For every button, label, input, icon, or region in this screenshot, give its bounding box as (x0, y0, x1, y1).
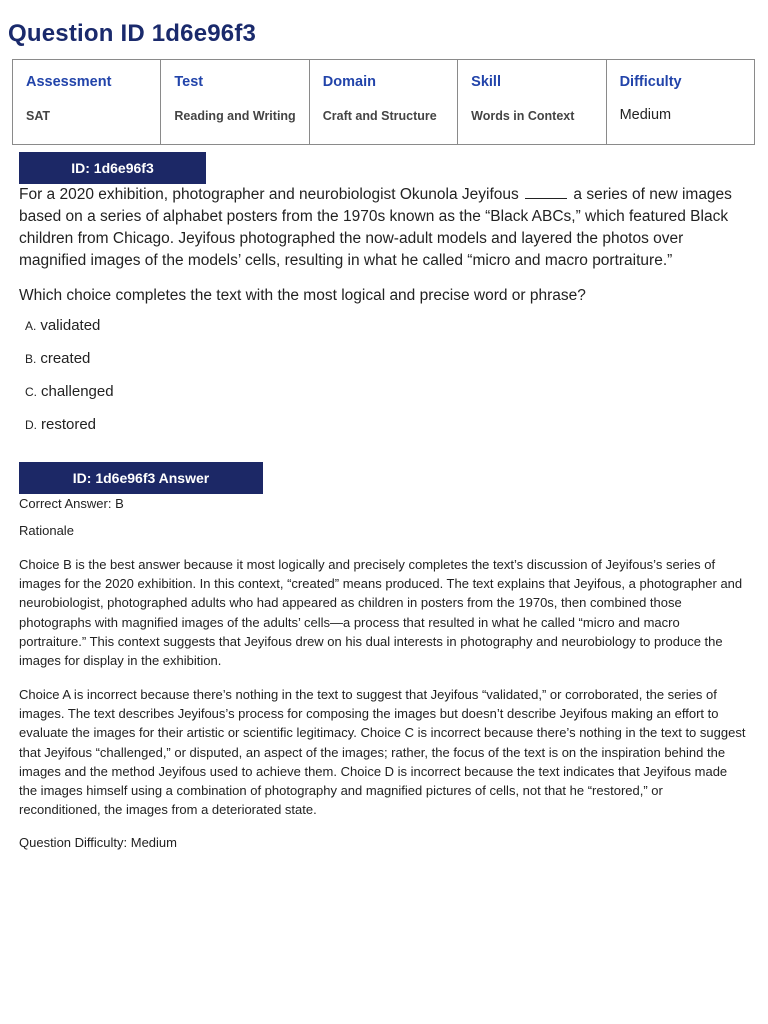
choice-d-text: restored (41, 416, 97, 433)
choice-a[interactable] (25, 317, 100, 334)
meta-cell-domain (309, 60, 457, 145)
meta-value-assessment: SAT (26, 109, 51, 123)
meta-cell-difficulty (606, 60, 754, 145)
choice-d-letter: D. (25, 418, 37, 432)
meta-cell-skill (458, 60, 606, 145)
passage-text-before-blank: For a 2020 exhibition, photographer and neurobiologist Okunola Jeyifous (19, 186, 519, 203)
meta-header-assessment: Assessment (26, 74, 112, 90)
page-title: Question ID 1d6e96f3 (8, 20, 257, 47)
choice-a-text: validated (40, 317, 101, 334)
choice-b-text: created (40, 350, 91, 367)
question-passage (19, 184, 749, 272)
correct-answer: Correct Answer: B (19, 496, 124, 511)
meta-cell-assessment (13, 60, 161, 145)
rationale-paragraph-2: Choice A is incorrect because there’s nothing in the text to suggest that Jeyifous “validated,” or corroborated, the series of images. The text describes Jeyifous’s process for composing the images but doesn’t describe Jeyifous making an effort to evaluate the images for their artistic or scientific legitimacy. Choice C is incorrect because there’s nothing in the text to suggest that Jeyifous “challenged,” or disputed, an aspect of the images; rather, the focus of the text is on the inspiration behind the images and the method Jeyifous used to achieve them. Choice D is incorrect because the text indicates that Jeyifous made the images himself using a combination of photography and magnified pictures of cells, not that he “restored,” or reconditioned, the images from a deteriorated state. (19, 687, 746, 818)
question-difficulty: Question Difficulty: Medium (19, 835, 177, 850)
meta-header-domain: Domain (322, 74, 376, 90)
meta-header-test: Test (174, 74, 204, 90)
choice-b[interactable] (25, 350, 90, 367)
meta-value-domain: Craft and Structure (322, 109, 437, 123)
choice-c[interactable] (25, 383, 114, 400)
meta-value-skill: Words in Context (471, 109, 575, 123)
choice-a-letter: A. (25, 319, 37, 333)
question-meta-table (12, 59, 755, 145)
choice-d[interactable] (25, 416, 96, 433)
rationale-paragraph-1: Choice B is the best answer because it most logically and precisely completes the text’s discussion of Jeyifous’s series of images for the 2020 exhibition. In this context, “created” means produced. The text explains that Jeyifous, a photographer and neurobiologist, photographed adults who had appeared as children in posters from the 1970s, then combined those photographs with magnified images of the adults’ cells—a process that resulted in what he called “micro and macro portraiture.” This context suggests that Jeyifous drew on his dual interests in photography and neurobiology to produce the images for display in the exhibition. (19, 557, 743, 669)
choice-c-letter: C. (25, 385, 37, 399)
answer-id-banner: ID: 1d6e96f3 Answer (19, 462, 263, 494)
choice-b-letter: B. (25, 352, 37, 366)
passage-blank (525, 185, 567, 199)
meta-value-test: Reading and Writing (174, 109, 296, 123)
meta-value-difficulty: Medium (619, 107, 672, 123)
meta-cell-test (161, 60, 309, 145)
passage-text-after-blank: a series of new images based on a series of alphabet posters from the 1970s known as the “Black ABCs,” which featured Black children from Chicago. Jeyifous photographed the now-adult models and layered the photos over magnified images of the models’ cells, resulting in what he called “micro and macro portraiture.” (19, 186, 732, 269)
question-stem: Which choice completes the text with the most logical and precise word or phrase? (19, 287, 586, 304)
question-id-banner: ID: 1d6e96f3 (19, 152, 206, 184)
choice-c-text: challenged (41, 383, 114, 400)
rationale-label: Rationale (19, 523, 74, 538)
meta-header-skill: Skill (471, 74, 501, 90)
meta-header-difficulty: Difficulty (619, 74, 682, 90)
